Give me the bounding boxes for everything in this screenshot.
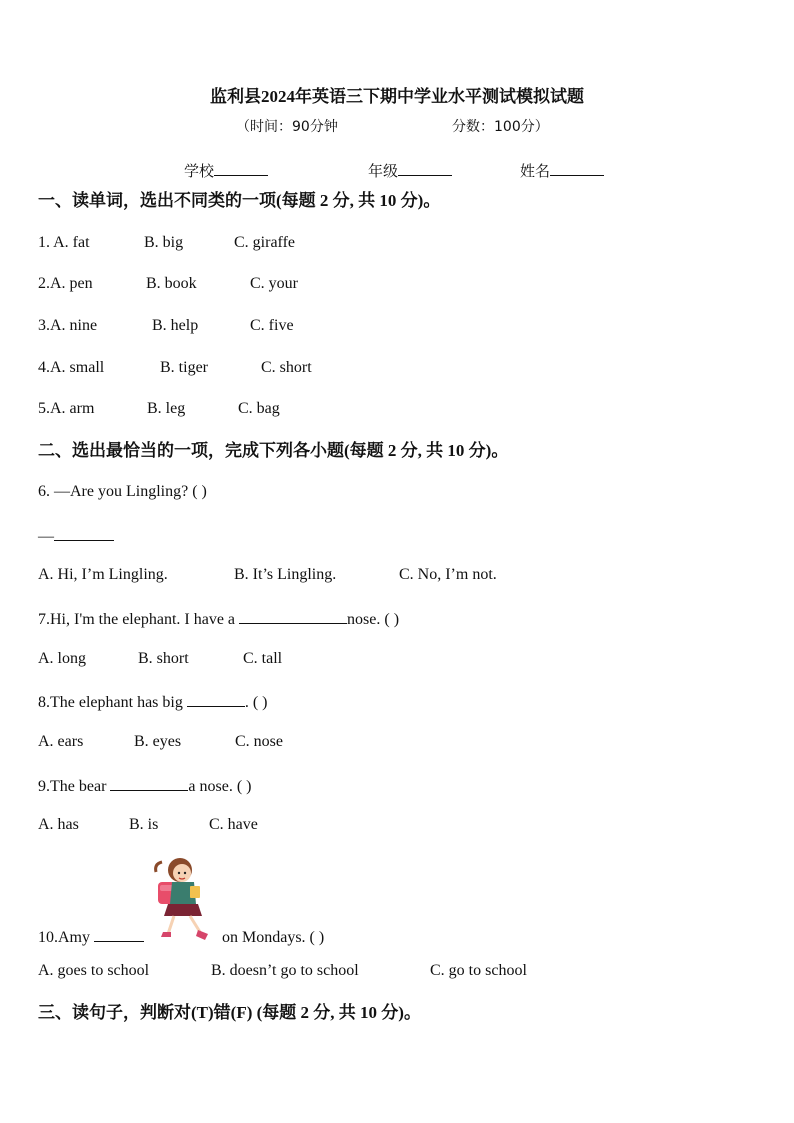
school-field [184,161,268,179]
q3-option-c[interactable]: C. five [250,317,294,334]
q1-option-c[interactable]: C. giraffe [234,234,296,251]
q8-stem [38,692,268,711]
q9-option-b[interactable]: B. is [129,816,159,833]
q3-option-b[interactable]: B. help [152,317,199,334]
q1-option-b[interactable]: B. big [144,234,184,251]
grade-field [368,161,452,179]
q6-blank[interactable] [54,526,114,541]
q10-stem-post: on Mondays. ( ) [222,929,325,946]
q2-option-c[interactable]: C. your [250,275,298,292]
q10-option-a[interactable]: A. goes to school [38,962,150,979]
q4-option-b[interactable]: B. tiger [160,359,208,376]
q5-option-c[interactable]: C. bag [238,400,280,417]
q5-option-b[interactable]: B. leg [147,400,186,417]
question-9-options [38,817,258,833]
q6-dash: — [38,528,54,545]
page-title: 监利县2024年英语三下期中学业水平测试模拟试题 [210,87,584,106]
q8-option-b[interactable]: B. eyes [134,733,182,750]
q7-stem-post: nose. ( ) [347,611,400,628]
q6-option-c[interactable]: C. No, I’m not. [399,566,497,583]
question-5 [38,401,280,417]
q6-option-b[interactable]: B. It’s Lingling. [234,566,337,583]
q8-option-a[interactable]: A. ears [38,733,84,750]
q10-blank[interactable] [94,927,144,942]
q9-stem-pre: 9.The bear [38,778,111,795]
grade-label: 年级 [368,162,399,180]
question-4 [38,360,312,376]
question-6-options [38,567,497,583]
q10-option-c[interactable]: C. go to school [430,962,527,979]
q3-option-a[interactable]: 3.A. nine [38,317,98,334]
q7-stem-pre: 7.Hi, I'm the elephant. I have a [38,611,240,628]
school-label: 学校 [184,162,215,180]
q9-blank[interactable] [110,776,188,791]
question-10-options [38,963,527,979]
q7-blank[interactable] [239,609,347,624]
q6-answer-line [38,526,114,545]
q9-option-a[interactable]: A. has [38,816,79,833]
q7-option-b[interactable]: B. short [138,650,189,667]
question-7-options [38,651,282,667]
question-8-options [38,734,283,750]
grade-blank[interactable] [398,161,452,176]
score-info: 分数：100分） [452,119,549,135]
q1-option-a[interactable]: 1. A. fat [38,234,90,251]
q7-option-a[interactable]: A. long [38,650,86,667]
q5-option-a[interactable]: 5.A. arm [38,400,95,417]
school-blank[interactable] [214,161,268,176]
q10-stem [38,927,324,946]
question-3 [38,318,294,334]
q9-option-c[interactable]: C. have [209,816,258,833]
section-2-heading: 二、选出最恰当的一项，完成下列各小题(每题 2 分, 共 10 分)。 [38,441,509,460]
q9-stem-post: a nose. ( ) [188,778,252,795]
question-2 [38,276,298,292]
q4-option-a[interactable]: 4.A. small [38,359,105,376]
question-1 [38,235,295,251]
q2-option-b[interactable]: B. book [146,275,197,292]
name-label: 姓名 [520,162,551,180]
q8-stem-pre: 8.The elephant has big [38,694,187,711]
q9-stem [38,776,252,795]
section-1-heading: 一、读单词，选出不同类的一项(每题 2 分, 共 10 分)。 [38,191,441,210]
q10-stem-pre: 10.Amy [38,929,94,946]
q7-option-c[interactable]: C. tall [243,650,283,667]
q10-option-b[interactable]: B. doesn’t go to school [211,962,359,979]
q2-option-a[interactable]: 2.A. pen [38,275,93,292]
q6-stem: 6. —Are you Lingling? ( ) [38,483,207,500]
q6-option-a[interactable]: A. Hi, I’m Lingling. [38,566,168,583]
q8-option-c[interactable]: C. nose [235,733,283,750]
q7-stem [38,609,399,628]
q8-blank[interactable] [187,692,245,707]
name-field [520,161,604,179]
section-3-heading: 三、读句子，判断对(T)错(F) (每题 2 分, 共 10 分)。 [38,1003,421,1022]
q8-stem-post: . ( ) [244,694,268,711]
time-info: （时间：90分钟 [236,119,338,135]
name-blank[interactable] [550,161,604,176]
q4-option-c[interactable]: C. short [261,359,312,376]
